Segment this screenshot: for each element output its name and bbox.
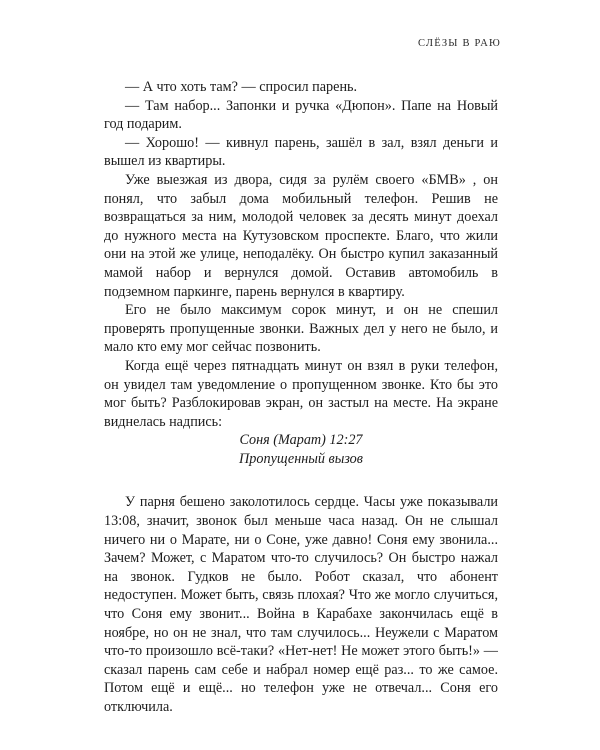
paragraph: Его не было максимум сорок минут, и он не спешил проверять пропущенные звонки. Важных дел у него не было, и мало кто ему мог сейчас позвонить.	[104, 302, 498, 356]
running-head-title: СЛЁЗЫ В РАЮ	[417, 38, 501, 49]
notification-caller: Соня (Марат) 12:27	[239, 432, 363, 449]
dialogue-line: — Хорошо! — кивнул парень, зашёл в зал, взял деньги и вышел из квартиры.	[104, 134, 498, 170]
paragraph: Уже выезжая из двора, сидя за рулём своего «БМВ» , он понял, что забыл дома мобильный телефон. Решив не возвращаться за ним, молодой человек за десять минут доехал до нужного места на Кутузовском проспекте. Благо, что жили они на этой же улице, неподалёку. Он быстро купил заказанный мамой набор и вернулся домой. Оставив автомобиль в подземном паркинге, парень вернулся в квартиру.	[104, 171, 498, 300]
paragraph: У парня бешено заколотилось сердце. Часы уже показывали 13:08, значит, звонок был меньше часа назад. Он не слышал ничего ни о Марате, ни о Соне, уже давно! Соня ему звонила... Зачем? Может, с Маратом что-то случилось? Он быстро нажал на звонок. Гудков не было. Робот сказал, что абонент недоступен. Может быть, связь плохая? Что же могло случиться, что Соня ему звонит... Война в Карабахе закончилась ещё в ноябре, но он не знал, что там случилось... Неужели с Маратом что-то произошло всё-таки? «Нет-нет! Не может этого быть!» — сказал парень сам себе и набрал номер ещё раз... то же самое. Потом ещё и ещё... но телефон уже не отвечал... Соня его отключила.	[104, 494, 498, 715]
dialogue-line: — Там набор... Запонки и ручка «Дюпон». Папе на Новый год подарим.	[104, 97, 498, 133]
dialogue-line: — А что хоть там? — спросил парень.	[125, 79, 358, 95]
section-spacer	[104, 468, 498, 493]
notification-status: Пропущенный вызов	[239, 450, 363, 467]
paragraph: Когда ещё через пятнадцать минут он взял в руки телефон, он увидел там уведомление о пропущенном звонке. Кто бы это мог быть? Разблокировав экран, он застыл на месте. На экране виднелась надпись:	[104, 357, 498, 430]
page-body	[104, 78, 498, 717]
